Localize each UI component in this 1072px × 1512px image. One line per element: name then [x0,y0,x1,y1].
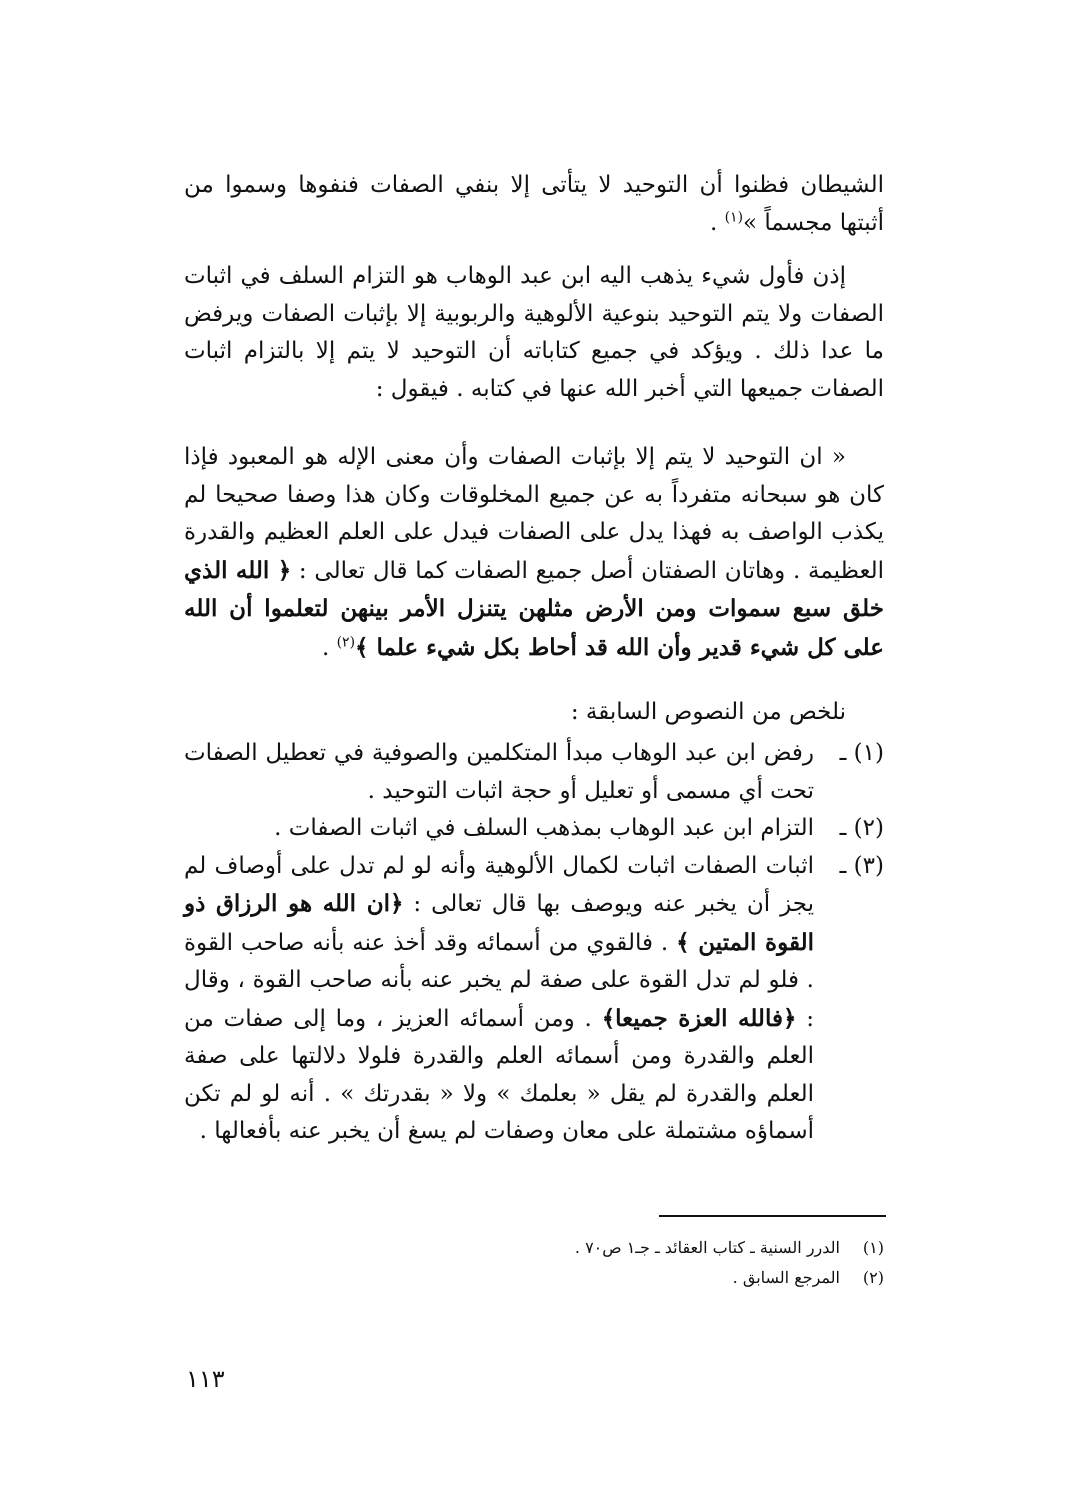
list-item-text [184,848,814,1151]
paragraph-end: . [709,209,725,236]
footnotes [184,1233,884,1293]
page-number: ١١٣ [186,1365,225,1393]
footnote-text: المرجع السابق . [732,1268,840,1287]
paragraph-quote [184,439,884,667]
footnote-separator [659,1215,886,1217]
list-item-number: (١) ـ [839,740,884,766]
list-item [184,810,884,848]
footnote-reference: (٢) [336,633,356,650]
paragraph-intro: إذن فأول شيء يذهب اليه ابن عبد الوهاب هو التزام السلف في اثبات الصفات ولا يتم التوحيد بنوعية الألوهية والربوبية إلا بإثبات الصفات ويرفض ما عدا ذلك . ويؤكد في جميع كتاباته أن التوحيد لا يتم إلا بالتزام اثبات الصفات جميعها التي أخبر الله عنها في كتابه . فيقول : [184,263,884,402]
paragraph-continuation [184,167,884,242]
summary-heading: نلخص من النصوص السابقة : [570,699,846,725]
list-item [184,848,884,1151]
list-item-number: (٢) ـ [839,815,884,841]
list-item [184,735,884,810]
list-item-text-part: . ومن أسمائه العزيز ، وما إلى صفات من العلم والقدرة ومن أسمائه العلم والقدرة فلولا دلالتها على صفة العلم والقدرة لم يقل « بعلمك » ولا « بقدرتك » . أنه لو لم تكن أسماؤه مشتملة على معان وصفات لم يسغ أن يخبر عنه بأفعالها . [184,1005,814,1144]
paragraph-end: . [321,634,337,661]
footnote-number: (١) [862,1238,884,1257]
quran-verse: ﴿ الله الذي خلق سبع سموات ومن الأرض مثلهن يتنزل الأمر بينهن لتعلموا أن الله على كل شيء قدير وأن الله قد أحاط بكل شيء علما ﴾ [184,556,884,661]
paragraph-text: الشيطان فظنوا أن التوحيد لا يتأتى إلا بنفي الصفات فنفوها وسموا من أثبتها مجسماً » [184,172,884,236]
footnote [184,1263,884,1293]
footnote-reference: (١) [724,208,744,225]
footnote-text: الدرر السنية ـ كتاب العقائد ـ جـ١ ص٧٠ . [574,1238,840,1257]
quote-text: « ان التوحيد لا يتم إلا بإثبات الصفات وأن معنى الإله هو المعبود فإذا كان هو سبحانه متفرداً به عن جميع المخلوقات وكان هذا وصفا صحيحا لم يكذب الواصف به فهذا يدل على الصفات فيدل على العلم العظيم والقدرة العظيمة . وهاتان الصفتان أصل جميع الصفات كما قال تعالى : [184,444,884,584]
summary-list [184,735,884,1151]
quran-verse: ﴿ان الله هو الرزاق ذو القوة المتين ﴾ [184,890,814,956]
list-item-number: (٣) ـ [839,852,884,879]
footnote [184,1233,884,1263]
list-item-text-part: . فالقوي من أسمائه وقد أخذ عنه بأنه صاحب القوة . فلو لم تدل القوة على صفة لم يخبر عنه بأنه صاحب القوة ، وقال : [184,929,815,1032]
footnote-number: (٢) [862,1268,884,1287]
list-item-text: التزام ابن عبد الوهاب بمذهب السلف في اثبات الصفات . [274,815,814,841]
quran-verse: ﴿فالله العزة جميعا﴾ [601,1004,797,1032]
list-item-text: رفض ابن عبد الوهاب مبدأ المتكلمين والصوفية في تعطيل الصفات تحت أي مسمى أو تعليل أو حجة اثبات التوحيد . [184,740,814,804]
list-item-text-part: اثبات الصفات اثبات لكمال الألوهية وأنه لو لم تدل على أوصاف لم يجز أن يخبر عنه ويوصف بها قال تعالى : [184,852,815,917]
